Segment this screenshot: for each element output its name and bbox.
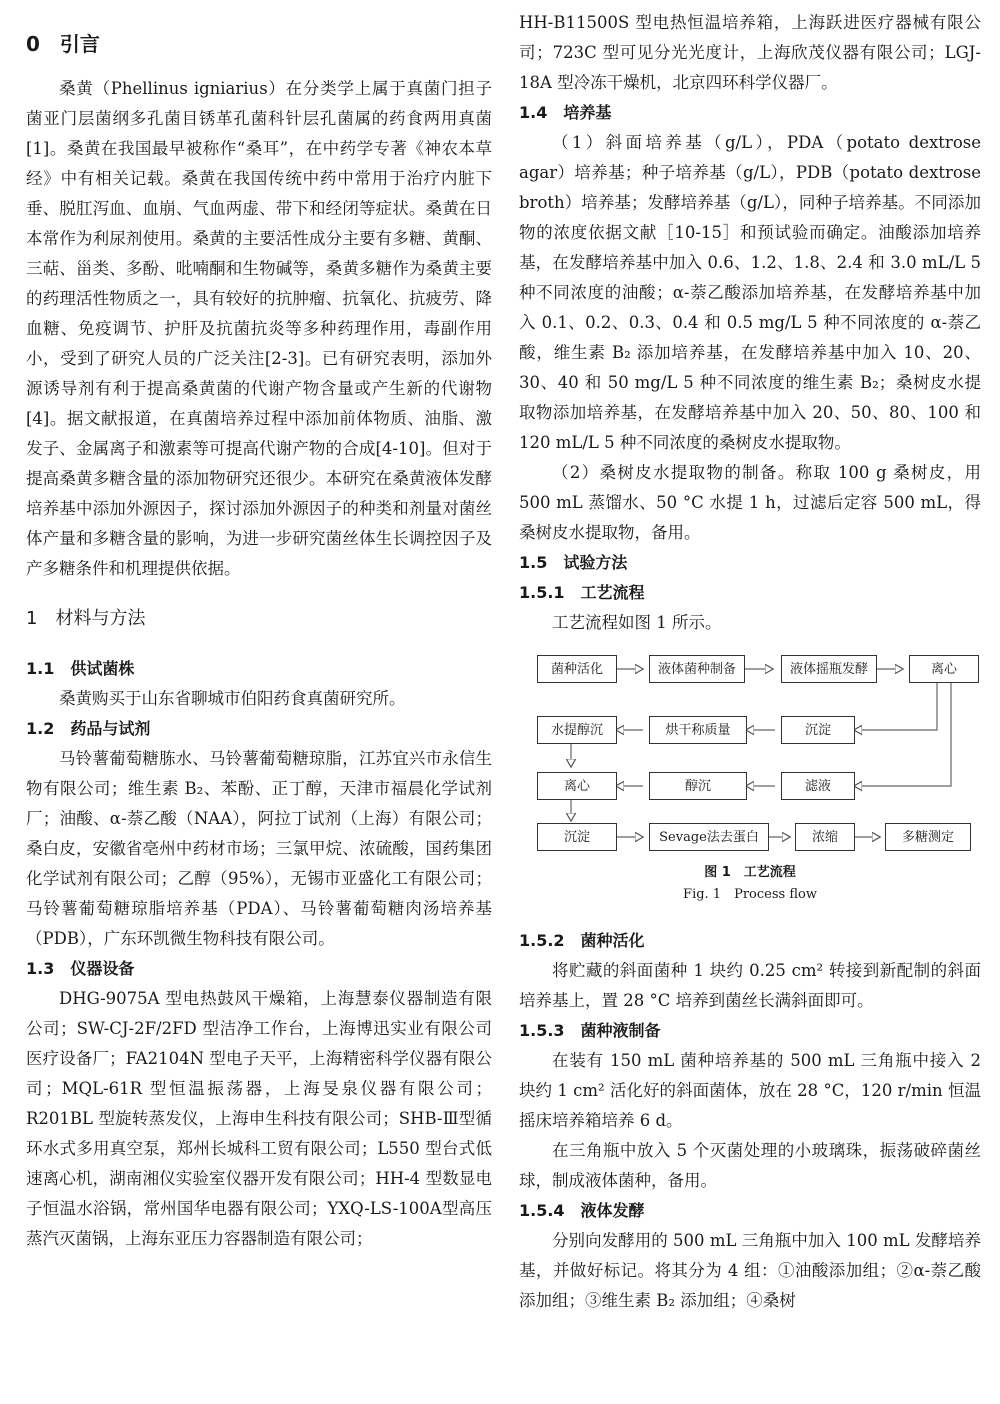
- flow-step-precipitate-1: 沉淀: [781, 716, 855, 744]
- flow-step-filtrate: 滤液: [781, 772, 855, 800]
- section-1-5-3-paragraph-2: 在三角瓶中放入 5 个灭菌处理的小玻璃珠，振荡破碎菌丝球，制成液体菌种，备用。: [519, 1141, 981, 1190]
- section-1-5-1-paragraph: 工艺流程如图 1 所示。: [552, 613, 722, 632]
- flow-step-dry-weigh: 烘干称质量: [649, 716, 747, 744]
- section-1-1-paragraph: 桑黄购买于山东省聊城市伯阳药食真菌研究所。: [59, 689, 406, 708]
- section-1-5-4-heading: 1.5.4 液体发酵: [519, 1201, 645, 1220]
- flow-step-precipitate-2: 沉淀: [537, 823, 617, 851]
- section-1-3-paragraph: DHG-9075A 型电热鼓风干燥箱，上海慧泰仪器制造有限公司；SW-CJ-2F/2FD 型洁净工作台，上海博迅实业有限公司医疗设备厂；FA2104N 型电子天平，上海精密科学仪器有限公司；MQL-61R 型恒温振荡器，上海旻泉仪器有限公司；R201BL 型旋转蒸发仪，上海申生科技有限公司；SHB-Ⅲ型循环水式多用真空泵，郑州长城科工贸有限公司；L550 型台式低速离心机，湖南湘仪实验室仪器开发有限公司；HH-4 型数显电子恒温水浴锅，常州国华电器有限公司；YXQ-LS-100A型高压蒸汽灭菌锅，上海东亚压力容器制造有限公司；: [26, 989, 492, 1248]
- right-column: [519, 8, 981, 1316]
- figure-caption-cn: 图 1 工艺流程: [704, 865, 796, 880]
- flow-step-liquid-seed: 液体菌种制备: [649, 655, 745, 683]
- section-1-2-paragraph: 马铃薯葡萄糖胨水、马铃薯葡萄糖琼脂，江苏宜兴市永信生物有限公司；维生素 B₂、苯酚、正丁醇，天津市福晨化学试剂厂；油酸、α-萘乙酸（NAA），阿拉丁试剂（上海）有限公司；桑白皮，安徽省亳州中药材市场；三氯甲烷、浓硫酸，国药集团化学试剂有限公司；乙醇（95%），无锡市亚盛化工有限公司；马铃薯葡萄糖琼脂培养基（PDA）、马铃薯葡萄糖肉汤培养基（PDB），广东环凯微生物科技有限公司。: [26, 749, 492, 948]
- section-1-4-paragraph-2: （2）桑树皮水提取物的制备。称取 100 g 桑树皮，用 500 mL 蒸馏水、50 °C 水提 1 h，过滤后定容 500 mL，得桑树皮水提取物，备用。: [519, 463, 981, 542]
- flow-step-water-extract-alcohol-precip: 水提醇沉: [537, 716, 617, 744]
- flow-step-sevage-deproteinize: Sevage法去蛋白: [649, 823, 769, 851]
- section-0-heading: 0 引言: [26, 32, 100, 56]
- figure-caption-en: Fig. 1 Process flow: [683, 887, 817, 902]
- section-1-heading: 1 材料与方法: [26, 608, 146, 629]
- section-1-2-heading: 1.2 药品与试剂: [26, 719, 151, 738]
- arrow-elbow-icon: [855, 683, 937, 730]
- section-1-5-2-paragraph: 将贮藏的斜面菌种 1 块约 0.25 cm² 转接到新配制的斜面培养基上，置 28 °C 培养到菌丝长满斜面即可。: [519, 961, 981, 1010]
- flow-step-centrifuge-1: 离心: [909, 655, 979, 683]
- section-1-5-1-heading: 1.5.1 工艺流程: [519, 583, 645, 602]
- flow-step-centrifuge-2: 离心: [537, 772, 617, 800]
- flow-step-strain-activation: 菌种活化: [537, 655, 617, 683]
- flow-step-polysaccharide-assay: 多糖测定: [885, 823, 971, 851]
- section-1-5-2-heading: 1.5.2 菌种活化: [519, 931, 645, 950]
- flow-step-shake-fermentation: 液体摇瓶发酵: [781, 655, 877, 683]
- section-1-5-heading: 1.5 试验方法: [519, 553, 628, 572]
- section-1-5-4-paragraph: 分别向发酵用的 500 mL 三角瓶中加入 100 mL 发酵培养基，并做好标记。将其分为 4 组：①油酸添加组；②α-萘乙酸添加组；③维生素 B₂ 添加组；④桑树: [519, 1231, 981, 1310]
- section-1-4-paragraph-1: （1）斜面培养基（g/L），PDA（potato dextrose agar）培养基；种子培养基（g/L），PDB（potato dextrose broth）培养基；发酵培养基（g/L），同种子培养基。不同添加物的浓度依据文献［10-15］和预试验而确定。油酸添加培养基，在发酵培养基中加入 0.6、1.2、1.8、2.4 和 3.0 mL/L 5 种不同浓度的油酸；α-萘乙酸添加培养基，在发酵培养基中加入 0.1、0.2、0.3、0.4 和 0.5 mg/L 5 种不同浓度的 α-萘乙酸，维生素 B₂ 添加培养基，在发酵培养基中加入 10、20、30、40 和 50 mg/L 5 种不同浓度的维生素 B₂；桑树皮水提取物添加培养基，在发酵培养基中加入 20、50、80、100 和 120 mL/L 5 种不同浓度的桑树皮水提取物。: [519, 133, 981, 452]
- flow-step-alcohol-precip: 醇沉: [649, 772, 747, 800]
- intro-paragraph: 桑黄（Phellinus igniarius）在分类学上属于真菌门担子菌亚门层菌纲多孔菌目锈革孔菌科针层孔菌属的药食两用真菌[1]。桑黄在我国最早被称作“桑耳”，在中药学专著《神农本草经》中有相关记载。桑黄在我国传统中药中常用于治疗内脏下垂、脱肛泻血、血崩、气血两虚、带下和经闭等症状。桑黄在日本常作为利尿剂使用。桑黄的主要活性成分主要有多糖、黄酮、三萜、甾类、多酚、吡喃酮和生物碱等，桑黄多糖作为桑黄主要的药理活性物质之一，具有较好的抗肿瘤、抗氧化、抗疲劳、降血糖、免疫调节、护肝及抗菌抗炎等多种药理作用，毒副作用小，受到了研究人员的广泛关注[2-3]。已有研究表明，添加外源诱导剂有利于提高桑黄菌的代谢产物含量或产生新的代谢物[4]。据文献报道，在真菌培养过程中添加前体物质、油脂、激发子、金属离子和激素等可提高代谢产物的合成[4-10]。但对于提高桑黄多糖含量的添加物研究还很少。本研究在桑黄液体发酵培养基中添加外源因子，探讨添加外源因子的种类和剂量对菌丝体产量和多糖含量的影响，为进一步研究菌丝体生长调控因子及产多糖条件和机理提供依据。: [26, 79, 492, 578]
- section-1-1-heading: 1.1 供试菌株: [26, 659, 135, 678]
- flow-step-concentrate: 浓缩: [795, 823, 855, 851]
- left-column: [26, 26, 492, 1254]
- section-1-3-heading: 1.3 仪器设备: [26, 959, 135, 978]
- section-1-5-3-paragraph-1: 在装有 150 mL 菌种培养基的 500 mL 三角瓶中接入 2 块约 1 cm² 活化好的斜面菌体，放在 28 °C，120 r/min 恒温摇床培养箱培养 6 d。: [519, 1051, 981, 1130]
- process-flow-figure: [519, 652, 981, 862]
- section-1-5-3-heading: 1.5.3 菌种液制备: [519, 1021, 661, 1040]
- section-1-3-continued: HH-B11500S 型电热恒温培养箱，上海跃进医疗器械有限公司；723C 型可见分光光度计，上海欣茂仪器有限公司；LGJ-18A 型冷冻干燥机，北京四环科学仪器厂。: [519, 13, 981, 92]
- section-1-4-heading: 1.4 培养基: [519, 103, 612, 122]
